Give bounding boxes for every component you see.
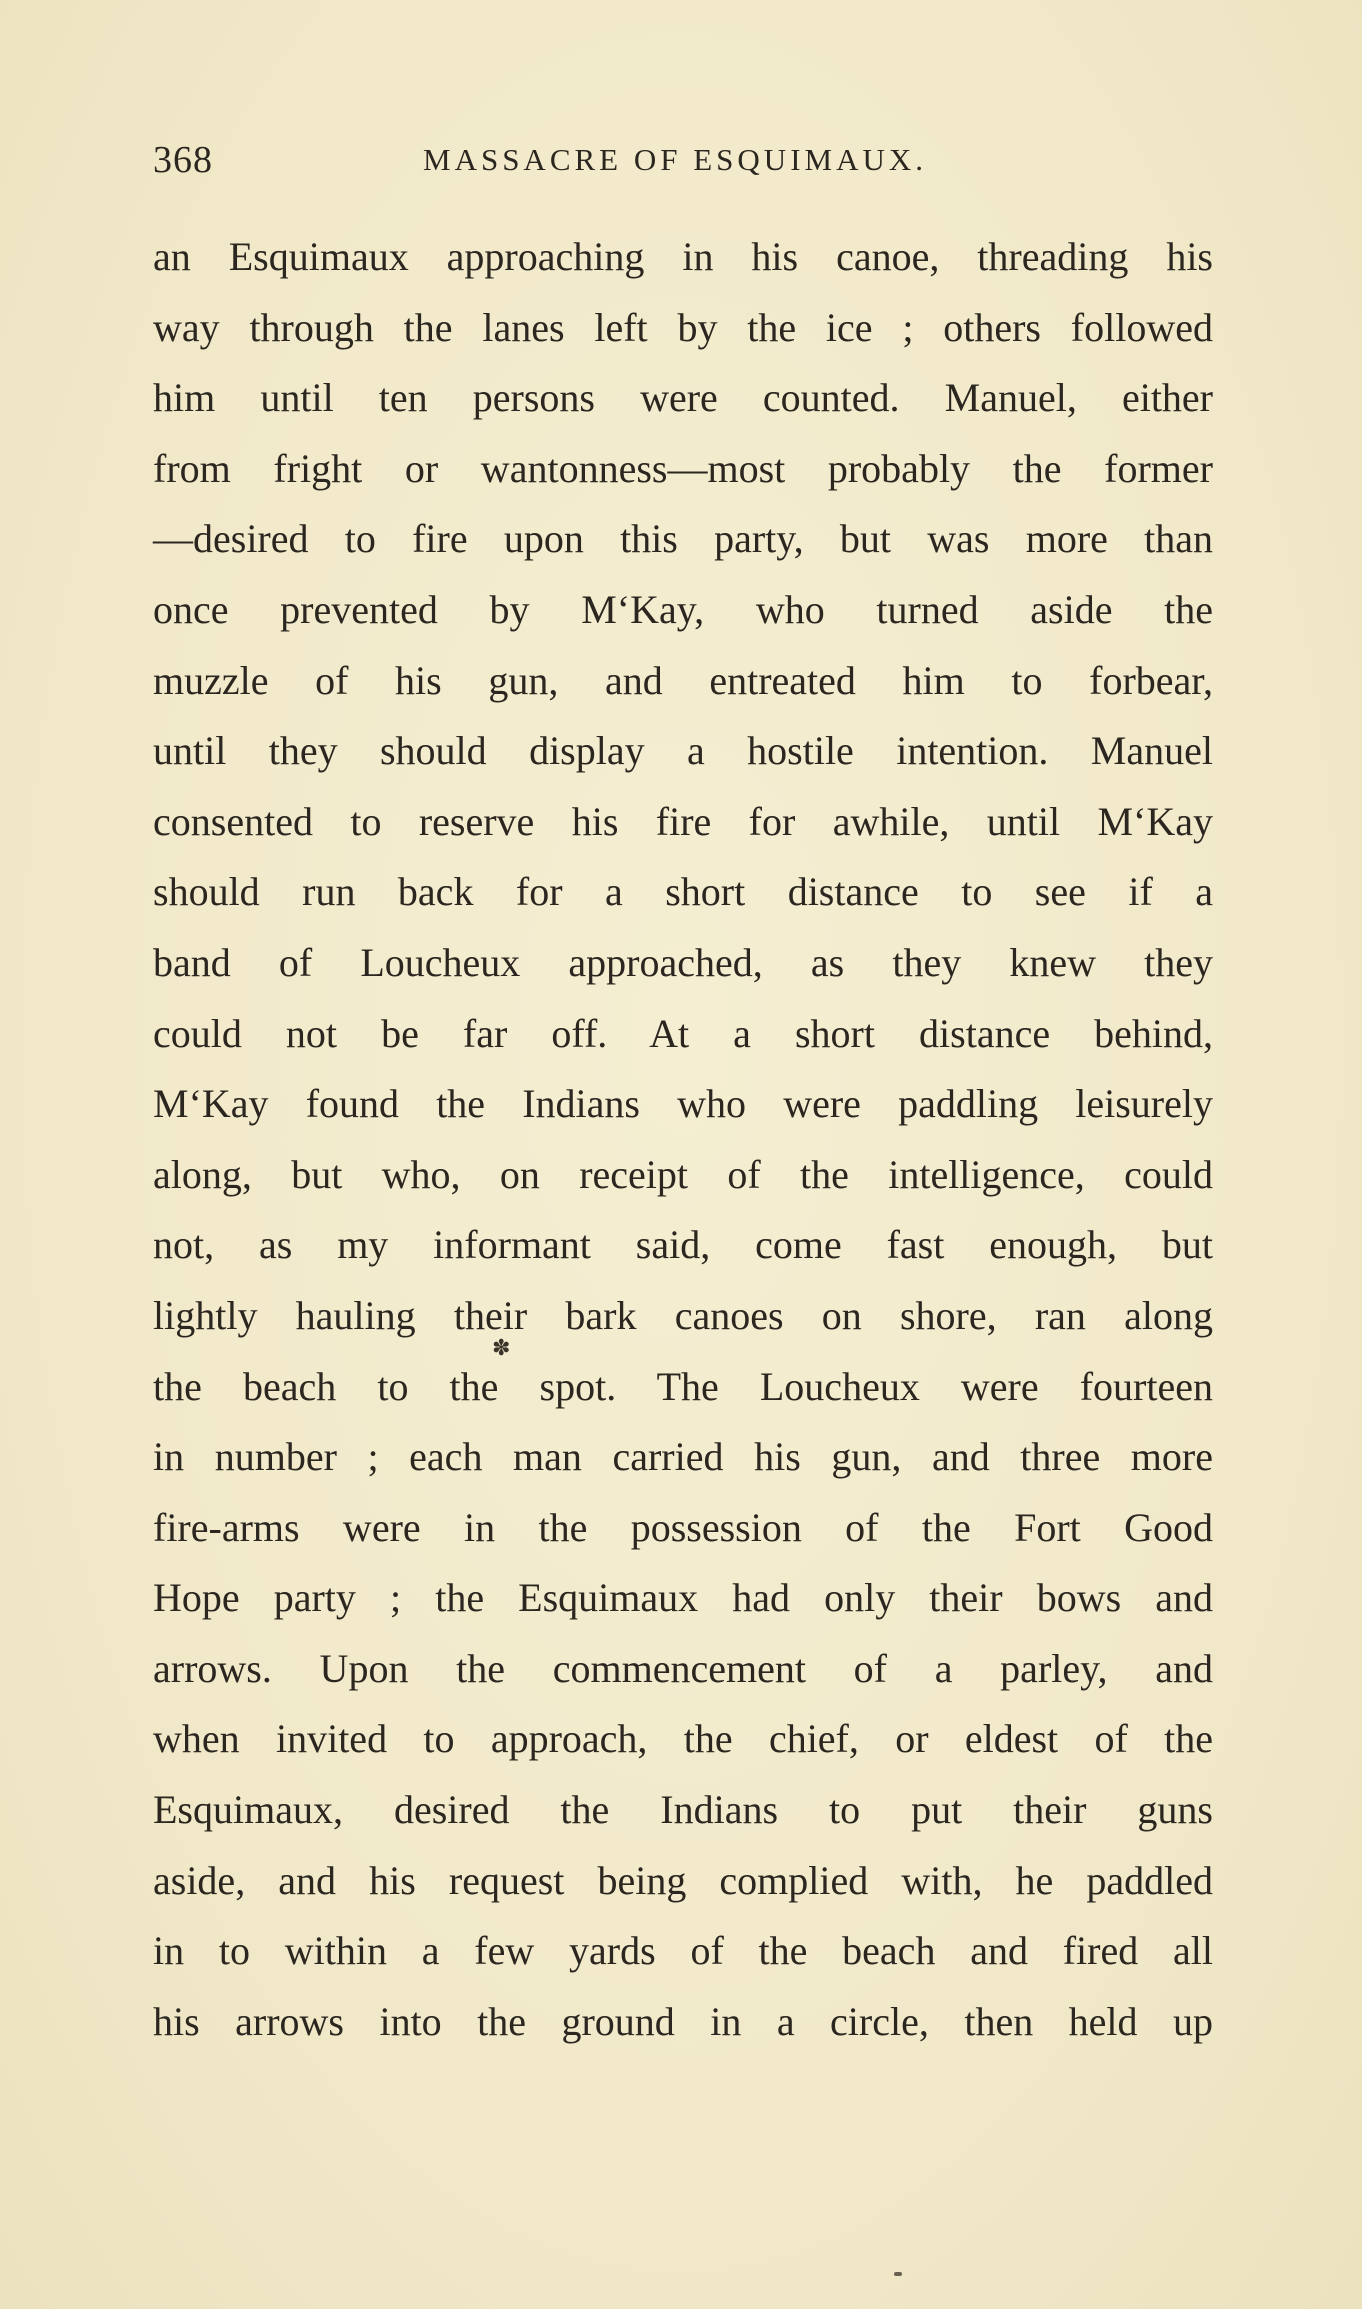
text-line: an Esquimaux approaching in his canoe, threading his <box>153 234 1213 279</box>
ink-speck <box>894 2272 902 2276</box>
page-number: 368 <box>153 139 213 181</box>
text-line: muzzle of his gun, and entreated him to forbear, <box>153 657 1213 703</box>
running-head <box>153 138 1213 188</box>
text-line: way through the lanes left by the ice ; others followed <box>153 304 1213 350</box>
text-line: fire-arms were in the possession of the Fort Good <box>153 1504 1213 1550</box>
text-line: from fright or wantonness—most probably the former <box>153 445 1213 491</box>
text-line: him until ten persons were counted. Manuel, either <box>153 375 1213 421</box>
text-line: until they should display a hostile intention. Manuel <box>153 728 1213 774</box>
text-line: lightly hauling their bark canoes on shore, ran along <box>153 1292 1213 1338</box>
text-line: arrows. Upon the commencement of a parley, and <box>153 1645 1213 1691</box>
running-title: MASSACRE OF ESQUIMAUX. <box>423 142 927 177</box>
text-line: consented to reserve his fire for awhile, until M‘Kay <box>153 798 1213 844</box>
text-line: M‘Kay found the Indians who were paddling leisurely <box>153 1081 1213 1127</box>
text-line: Hope party ; the Esquimaux had only their bows and <box>153 1575 1213 1621</box>
text-line: Esquimaux, desired the Indians to put their guns <box>153 1787 1213 1833</box>
text-line: once prevented by M‘Kay, who turned aside the <box>153 586 1213 632</box>
text-line: in number ; each man carried his gun, and three more <box>153 1434 1213 1480</box>
text-line: along, but who, on receipt of the intelligence, could <box>153 1151 1213 1197</box>
body-text <box>153 222 1213 2057</box>
text-line: could not be far off. At a short distance behind, <box>153 1010 1213 1056</box>
text-line: his arrows into the ground in a circle, then held up <box>153 1998 1213 2044</box>
text-line: band of Loucheux approached, as they knew they <box>153 939 1213 985</box>
text-line: when invited to approach, the chief, or eldest of the <box>153 1716 1213 1762</box>
text-line: aside, and his request being complied with, he paddled <box>153 1857 1213 1903</box>
printer-ornament-icon: ✽ <box>492 1335 511 1360</box>
text-line: not, as my informant said, come fast enough, but <box>153 1222 1213 1268</box>
text-line: should run back for a short distance to see if a <box>153 869 1213 915</box>
text-line: the beach to the spot. The Loucheux were fourteen <box>153 1363 1213 1409</box>
text-line: —desired to fire upon this party, but was more than <box>153 516 1213 562</box>
text-line: in to within a few yards of the beach and fired all <box>153 1928 1213 1974</box>
